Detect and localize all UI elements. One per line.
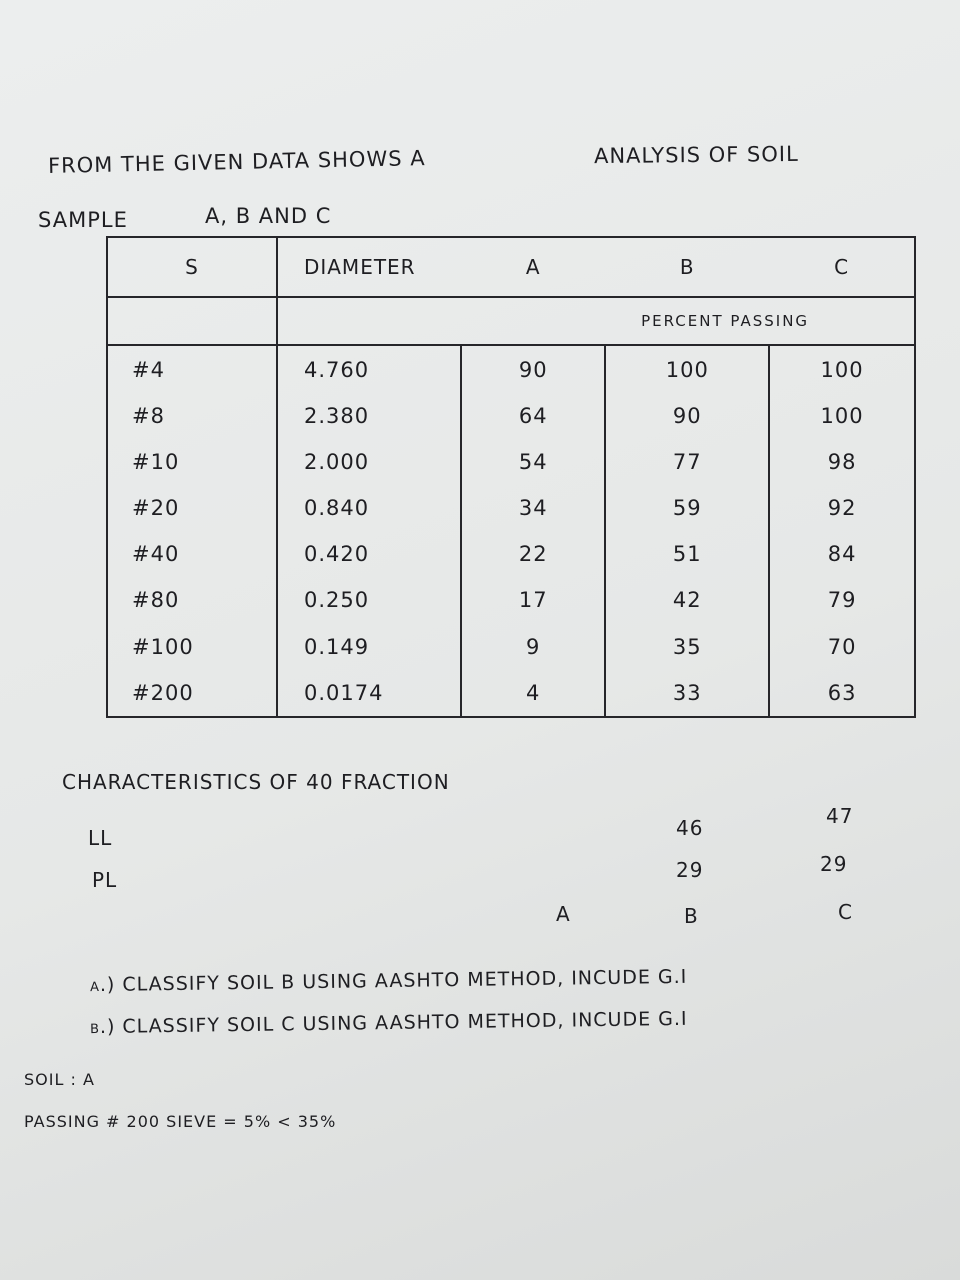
b-cell: 90	[605, 393, 769, 439]
table-row	[107, 624, 915, 670]
pl-label: PL	[92, 868, 118, 892]
subheader-blank-d	[277, 297, 461, 345]
sieve-cell: #200	[107, 670, 277, 717]
c-cell: 70	[769, 624, 915, 670]
a-cell: 22	[461, 531, 605, 577]
diameter-cell: 0.149	[277, 624, 461, 670]
c-cell: 100	[769, 393, 915, 439]
c-cell: 92	[769, 485, 915, 531]
sieve-cell: #8	[107, 393, 277, 439]
b-cell: 77	[605, 439, 769, 485]
b-cell: 35	[605, 624, 769, 670]
table-row	[107, 393, 915, 439]
a-cell: 17	[461, 577, 605, 623]
b-cell: 100	[605, 345, 769, 392]
table-row	[107, 670, 915, 717]
characteristics-title: CHARACTERISTICS OF 40 FRACTION	[62, 770, 450, 794]
sieve-cell: #80	[107, 577, 277, 623]
ll-c-value: 47	[826, 804, 854, 828]
header-b: B	[605, 237, 769, 297]
col-c-label: C	[838, 900, 853, 924]
diameter-cell: 4.760	[277, 345, 461, 392]
sieve-cell: #20	[107, 485, 277, 531]
b-cell: 51	[605, 531, 769, 577]
sieve-cell: #100	[107, 624, 277, 670]
table-row	[107, 485, 915, 531]
a-cell: 34	[461, 485, 605, 531]
work-soil-label: SOIL : A	[24, 1070, 95, 1089]
diameter-cell: 0.250	[277, 577, 461, 623]
table-row	[107, 577, 915, 623]
sieve-cell: #10	[107, 439, 277, 485]
a-cell: 4	[461, 670, 605, 717]
work-passing-line: PASSING # 200 SIEVE = 5% < 35%	[24, 1112, 337, 1131]
diameter-cell: 0.840	[277, 485, 461, 531]
a-cell: 54	[461, 439, 605, 485]
b-cell: 59	[605, 485, 769, 531]
table-subheader-row	[107, 297, 915, 345]
ll-b-value: 46	[676, 816, 704, 840]
intro-line-2a: SAMPLE	[38, 208, 128, 232]
col-b-label: B	[684, 904, 699, 928]
intro-line-2b: A, B AND C	[205, 204, 332, 228]
intro-line-1b: ANALYSIS OF SOIL	[593, 141, 799, 169]
subheader-blank-s	[107, 297, 277, 345]
diameter-cell: 2.380	[277, 393, 461, 439]
table-row	[107, 345, 915, 392]
b-cell: 42	[605, 577, 769, 623]
a-cell: 90	[461, 345, 605, 392]
a-cell: 9	[461, 624, 605, 670]
diameter-cell: 0.0174	[277, 670, 461, 717]
header-diameter: DIAMETER	[277, 237, 461, 297]
table-row	[107, 531, 915, 577]
ll-label: LL	[88, 826, 113, 850]
table-header-row	[107, 237, 915, 297]
b-cell: 33	[605, 670, 769, 717]
c-cell: 100	[769, 345, 915, 392]
pl-c-value: 29	[820, 852, 848, 876]
header-s: S	[107, 237, 277, 297]
pl-b-value: 29	[676, 858, 704, 882]
intro-line-1a: FROM THE GIVEN DATA SHOWS A	[47, 146, 426, 178]
c-cell: 63	[769, 670, 915, 717]
sieve-cell: #4	[107, 345, 277, 392]
col-a-label: A	[556, 902, 571, 926]
question-a: a.) CLASSIFY SOIL B USING AASHTO METHOD, INCUDE G.I	[89, 965, 688, 997]
diameter-cell: 2.000	[277, 439, 461, 485]
a-cell: 64	[461, 393, 605, 439]
diameter-cell: 0.420	[277, 531, 461, 577]
table-row	[107, 439, 915, 485]
question-b: b.) CLASSIFY SOIL C USING AASHTO METHOD, INCUDE G.I	[89, 1007, 688, 1039]
sieve-cell: #40	[107, 531, 277, 577]
c-cell: 79	[769, 577, 915, 623]
header-c: C	[769, 237, 915, 297]
sieve-analysis-table	[106, 236, 916, 718]
c-cell: 84	[769, 531, 915, 577]
subheader-percent-passing	[461, 297, 915, 345]
c-cell: 98	[769, 439, 915, 485]
percent-passing-label: PERCENT PASSING	[641, 312, 810, 331]
header-a: A	[461, 237, 605, 297]
